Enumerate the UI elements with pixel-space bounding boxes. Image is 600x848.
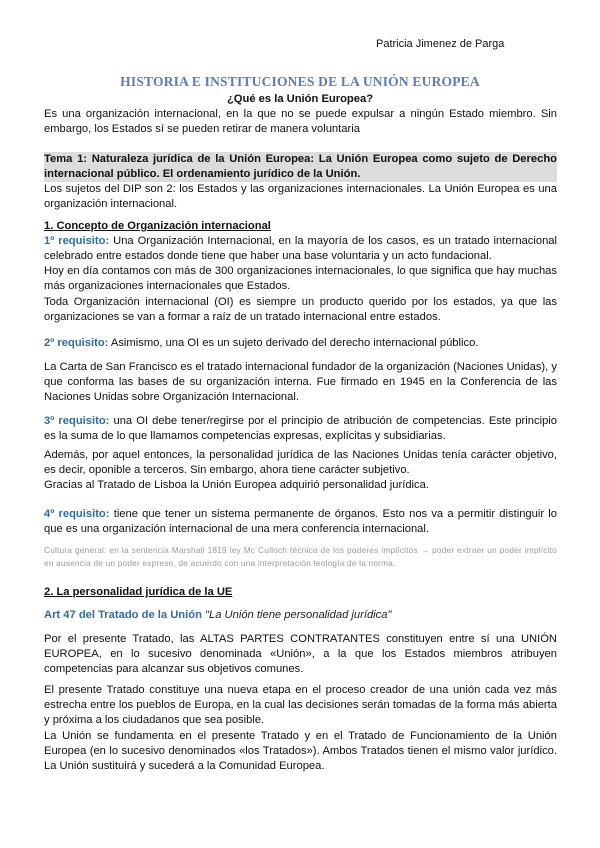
article-paragraph-3: La Unión se fundamenta en el presente Tratado y en el Tratado de Funcionamiento de la Unión Europea (en lo sucesivo denominados «los Tratados»). Ambos Tratados tienen el mismo valor jurídico. La Unión sustituirá y sucederá a la Comunidad Europea. [44,730,557,772]
req4-text: tiene que tener un sistema permanente de órganos. Esto nos va a permitir distinguir lo que es una organización internacional de una mera conferencia internacional. [44,508,557,535]
article-paragraph-1: Por el presente Tratado, las ALTAS PARTES CONTRATANTES constituyen entre sí una UNIÓN EUROPEA, en lo sucesivo denominada «Unión», a la que los Estados miembros atribuyen competencias para alcanzar sus objetivos comunes. [44,633,557,675]
req1-more: Hoy en día contamos con más de 300 organizaciones internacionales, lo que significa que hay muchas más organizaciones internacionales que Estados. [44,265,557,292]
tema1-block [44,152,557,212]
req4-label: 4º requisito: [44,508,110,520]
req3-block [44,414,557,444]
req2-block [44,336,557,351]
document-subtitle: ¿Qué es la Unión Europea? [226,93,374,105]
cultura-general-note: Cultura general: en la sentencia Marshall 1819 ley Mc Culloch técnica de los poderes implícitos → poder extraer un poder implícito en ausencia de un poder expreso, de acuerdo con una interpretación teología de la norma. [44,545,557,568]
req3-paragraph [44,414,557,444]
oi-paragraph: Toda Organización internacional (OI) es siempre un producto querido por los estados, ya que las organizaciones se van a formar a raíz de un tratado internacional entre estados. [44,296,557,323]
article-paragraph-2: El presente Tratado constituye una nueva etapa en el proceso creador de una unión cada vez más estrecha entre los pueblos de Europa, en la cual las decisiones serán tomadas de la forma más abierta y próxima a los ciudadanos que sea posible. [44,684,557,726]
req1-label: 1º requisito: [44,235,110,247]
article-label: Art 47 del Tratado de la Unión [44,609,202,621]
section1-block [44,219,557,294]
article-block [44,608,557,623]
oi-block [44,295,557,325]
article-p1-block [44,632,557,677]
req3-label: 3º requisito: [44,415,110,427]
author-name: Patricia Jimenez de Parga [376,38,505,50]
intro-paragraph: Es una organización internacional, en la que no se puede expulsar a ningún Estado miembro. Sin embargo, los Estados sí se pueden retirar de manera voluntaria [44,108,557,135]
article-line [44,608,557,623]
section2-block [44,585,557,600]
note-block [44,544,557,570]
article-quote: "La Unión tiene personalidad jurídica" [205,609,392,621]
article-p3-block [44,729,557,774]
req2-text: Asimismo, una OI es un sujeto derivado del derecho internacional público. [108,337,479,349]
req3-text: una OI debe tener/regirse por el principio de atribución de competencias. Este principio es la suma de lo que llamamos competencias expresas, explícitas y subsidiarias. [44,415,557,442]
req2-paragraph [44,336,557,351]
req4-block [44,507,557,537]
req2-label: 2º requisito: [44,337,109,349]
ademas-block [44,448,557,493]
document-title: HISTORIA E INSTITUCIONES DE LA UNIÓN EUROPEA [120,74,480,89]
req1-paragraph [44,234,557,264]
ademas-paragraph: Además, por aquel entonces, la personalidad jurídica de las Naciones Unidas tenía carácter objetivo, es decir, oponible a terceros. Sin embargo, ahora tiene carácter subjetivo. [44,449,557,476]
tema1-title: Tema 1: Naturaleza jurídica de la Unión Europea: La Unión Europea como sujeto de Derecho internacional público. El ordenamiento jurídico de la Unión. [44,153,557,180]
req4-paragraph [44,507,557,537]
carta-paragraph: La Carta de San Francisco es el tratado internacional fundador de la organización (Naciones Unidas), y que conforma las bases de su organización interna. Fue firmado en 1945 en la Conferencia de las Naciones Unidas sobre Organización Internacional. [44,361,557,403]
tema1-body: Los sujetos del DIP son 2: los Estados y las organizaciones internacionales. La Unión Europea es una organización internacional. [44,183,557,210]
section2-heading: 2. La personalidad jurídica de la UE [44,586,233,598]
req1-text: Una Organización Internacional, en la mayoría de los casos, es un tratado internacional celebrado entre estados donde tiene que haber una base voluntaria y un acto fundacional. [44,235,557,262]
section1-heading: 1. Concepto de Organización internacional [44,220,271,232]
lisboa-paragraph: Gracias al Tratado de Lisboa la Unión Europea adquirió personalidad jurídica. [44,479,429,491]
intro-block [44,107,557,137]
carta-block [44,360,557,405]
article-p2-block [44,683,557,728]
